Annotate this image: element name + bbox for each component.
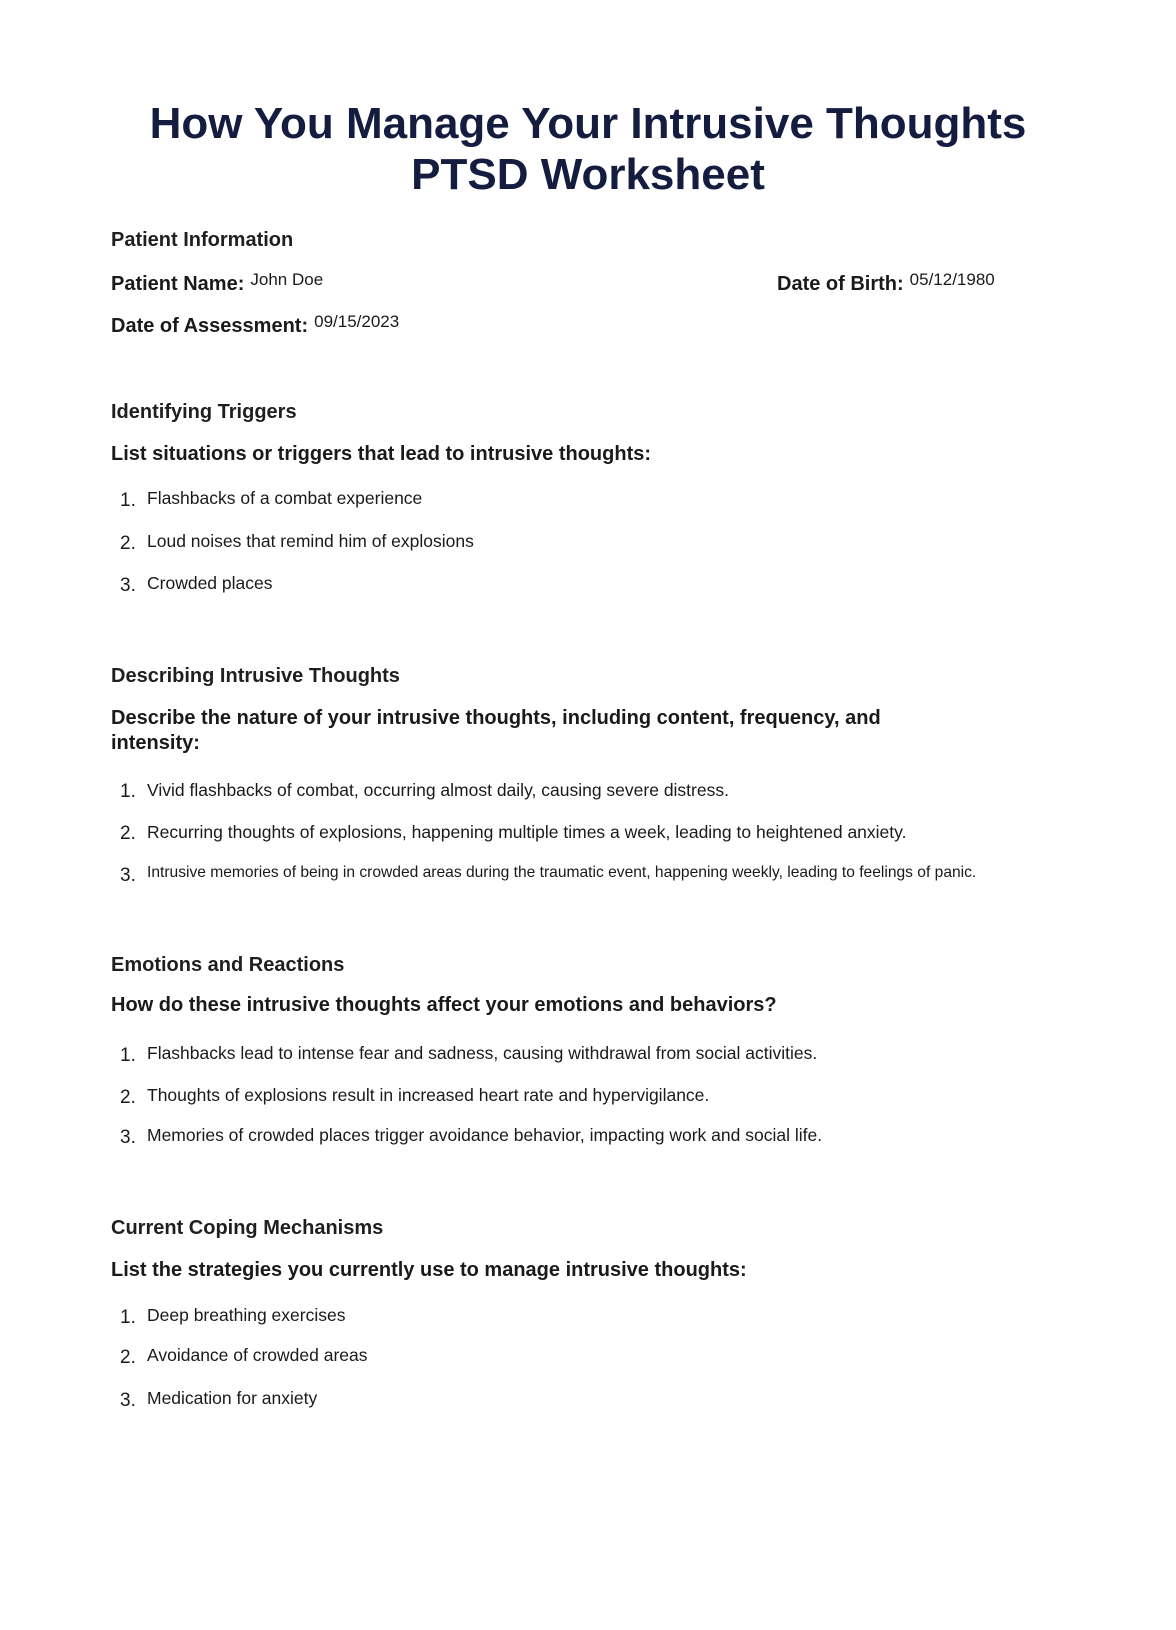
list-item: Vivid flashbacks of combat, occurring almost daily, causing severe distress.	[147, 780, 729, 800]
list-item: Deep breathing exercises	[147, 1305, 346, 1325]
list-item: Recurring thoughts of explosions, happening multiple times a week, leading to heightened anxiety.	[147, 822, 907, 842]
list-item: Avoidance of crowded areas	[147, 1345, 368, 1365]
section-heading: Emotions and Reactions	[111, 954, 345, 976]
list-item: Flashbacks lead to intense fear and sadness, causing withdrawal from social activities.	[147, 1043, 818, 1063]
section-question-cont: intensity:	[111, 732, 200, 754]
list-item: Memories of crowded places trigger avoidance behavior, impacting work and social life.	[147, 1125, 823, 1145]
section-question: List situations or triggers that lead to intrusive thoughts:	[111, 443, 652, 465]
item-number: 2.	[120, 1347, 136, 1368]
section-question: Describe the nature of your intrusive thoughts, including content, frequency, and	[111, 707, 881, 729]
item-number: 1.	[120, 781, 136, 802]
assessment-date-field	[111, 314, 399, 339]
dob-field	[777, 272, 995, 297]
item-number: 1.	[120, 490, 136, 511]
item-number: 1.	[120, 1045, 136, 1066]
section-question: How do these intrusive thoughts affect your emotions and behaviors?	[111, 994, 777, 1016]
item-number: 2.	[120, 1087, 136, 1108]
assessment-date-value: 09/15/2023	[314, 312, 400, 331]
dob-value: 05/12/1980	[909, 270, 995, 289]
list-item: Crowded places	[147, 573, 273, 593]
section-question: List the strategies you currently use to manage intrusive thoughts:	[111, 1259, 747, 1281]
item-number: 1.	[120, 1307, 136, 1328]
section-heading: Identifying Triggers	[111, 401, 297, 423]
item-number: 3.	[120, 575, 136, 596]
dob-label: Date of Birth:	[777, 273, 904, 295]
section-heading: Describing Intrusive Thoughts	[111, 665, 400, 687]
item-number: 3.	[120, 1390, 136, 1411]
item-number: 3.	[120, 1127, 136, 1148]
assessment-date-label: Date of Assessment:	[111, 315, 309, 337]
title-line-1: How You Manage Your Intrusive Thoughts	[149, 99, 1027, 148]
patient-name-field	[111, 272, 323, 297]
item-number: 3.	[120, 865, 136, 886]
list-item: Loud noises that remind him of explosions	[147, 531, 474, 551]
item-number: 2.	[120, 533, 136, 554]
section-heading: Current Coping Mechanisms	[111, 1217, 384, 1239]
patient-name-value: John Doe	[250, 270, 324, 289]
list-item: Flashbacks of a combat experience	[147, 488, 423, 508]
patient-info-heading: Patient Information	[111, 229, 294, 251]
patient-name-label: Patient Name:	[111, 273, 245, 295]
item-number: 2.	[120, 823, 136, 844]
list-item: Thoughts of explosions result in increased heart rate and hypervigilance.	[147, 1085, 710, 1105]
list-item: Medication for anxiety	[147, 1388, 318, 1408]
title-line-2: PTSD Worksheet	[411, 150, 765, 199]
list-item: Intrusive memories of being in crowded areas during the traumatic event, happening weekly, leading to feelings of panic.	[147, 864, 977, 881]
